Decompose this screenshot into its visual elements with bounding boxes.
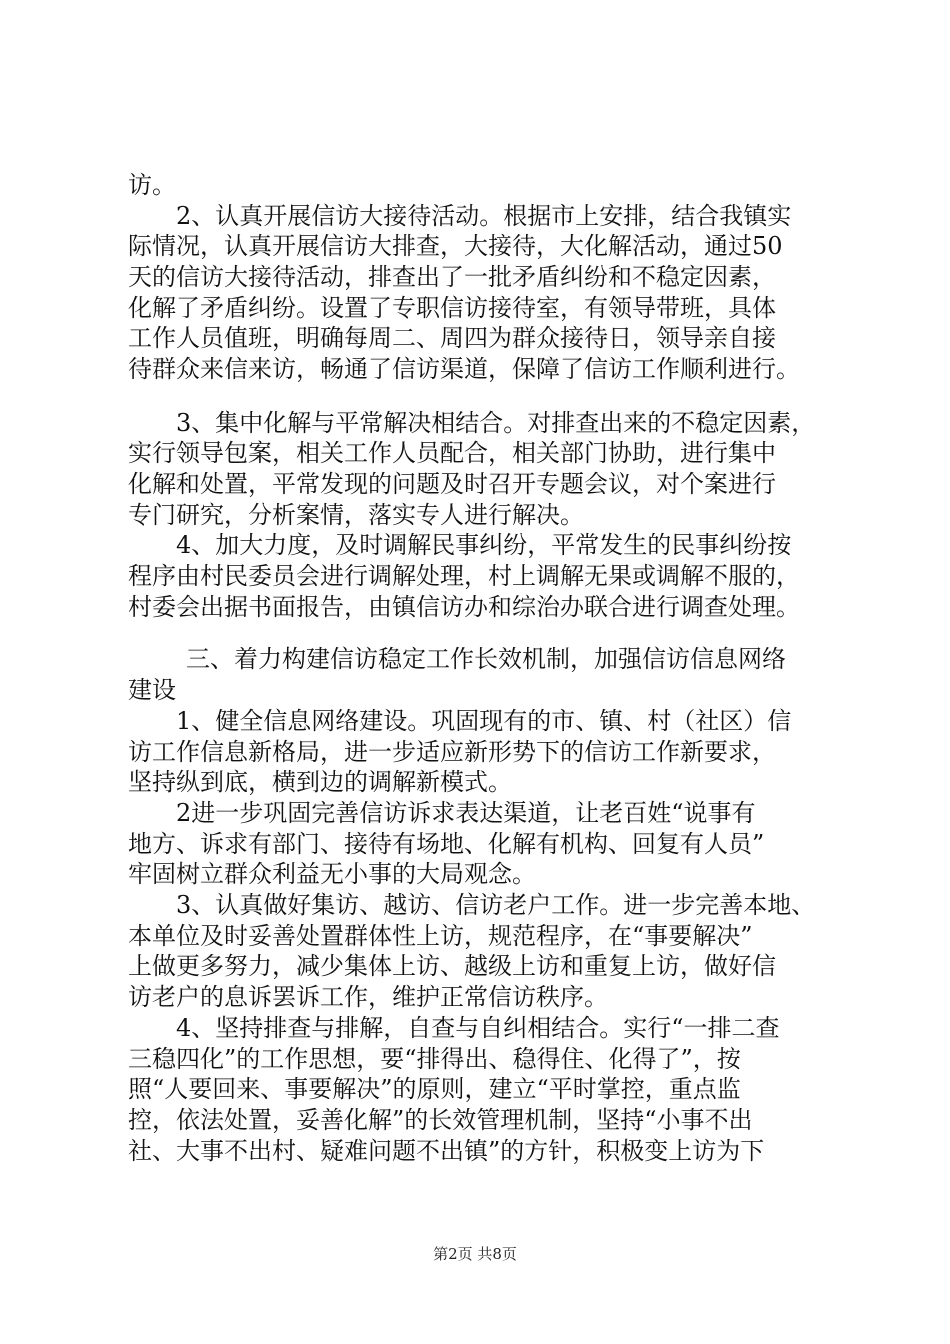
page-number-footer: 第2页 共8页	[433, 1245, 517, 1263]
text-line: 待群众来信来访，畅通了信访渠道，保障了信访工作顺利进行。	[128, 355, 800, 383]
text-line: 访。	[128, 171, 176, 199]
text-line: 3、认真做好集访、越访、信访老户工作。进一步完善本地、	[176, 891, 816, 919]
text-line: 2进一步巩固完善信访诉求表达渠道，让老百姓“说事有	[176, 799, 756, 827]
text-line: 村委会出据书面报告，由镇信访办和综治办联合进行调查处理。	[128, 593, 800, 621]
text-line: 程序由村民委员会进行调解处理，村上调解无果或调解不服的，	[128, 562, 800, 590]
text-line: 际情况，认真开展信访大排查，大接待，大化解活动，通过50	[128, 232, 783, 260]
text-line: 本单位及时妥善处置群体性上访，规范程序，在“事要解决”	[128, 922, 753, 950]
text-line: 访老户的息诉罢诉工作，维护正常信访秩序。	[128, 983, 608, 1011]
text-line: 天的信访大接待活动，排查出了一批矛盾纠纷和不稳定因素，	[128, 263, 776, 291]
text-line: 控，依法处置，妥善化解”的长效管理机制，坚持“小事不出	[128, 1106, 753, 1134]
text-line: 4、加大力度，及时调解民事纠纷，平常发生的民事纠纷按	[176, 531, 792, 559]
text-line: 3、集中化解与平常解决相结合。对排查出来的不稳定因素，	[176, 409, 816, 437]
text-line: 专门研究，分析案情，落实专人进行解决。	[128, 501, 584, 529]
section-heading: 建设	[128, 676, 176, 704]
text-line: 三稳四化”的工作思想，要“排得出、稳得住、化得了”，按	[128, 1045, 741, 1073]
text-line: 化解和处置，平常发现的问题及时召开专题会议，对个案进行	[128, 470, 776, 498]
text-line: 1、健全信息网络建设。巩固现有的市、镇、村（社区）信	[176, 707, 792, 735]
text-line: 照“人要回来、事要解决”的原则，建立“平时掌控，重点监	[128, 1075, 741, 1103]
section-heading: 三、着力构建信访稳定工作长效机制，加强信访信息网络	[186, 645, 786, 673]
text-line: 访工作信息新格局，进一步适应新形势下的信访工作新要求，	[128, 738, 776, 766]
text-line: 工作人员值班，明确每周二、周四为群众接待日，领导亲自接	[128, 324, 776, 352]
text-line: 化解了矛盾纠纷。设置了专职信访接待室，有领导带班，具体	[128, 294, 776, 322]
text-line: 地方、诉求有部门、接待有场地、化解有机构、回复有人员”	[128, 830, 765, 858]
text-line: 上做更多努力，减少集体上访、越级上访和重复上访，做好信	[128, 952, 776, 980]
text-line: 2、认真开展信访大接待活动。根据市上安排，结合我镇实	[176, 202, 792, 230]
text-line: 4、坚持排查与排解，自查与自纠相结合。实行“一排二查	[176, 1014, 780, 1042]
text-line: 牢固树立群众利益无小事的大局观念。	[128, 860, 536, 888]
text-line: 社、大事不出村、疑难问题不出镇”的方针，积极变上访为下	[128, 1137, 765, 1165]
text-line: 坚持纵到底，横到边的调解新模式。	[128, 768, 512, 796]
text-line: 实行领导包案，相关工作人员配合，相关部门协助，进行集中	[128, 439, 776, 467]
